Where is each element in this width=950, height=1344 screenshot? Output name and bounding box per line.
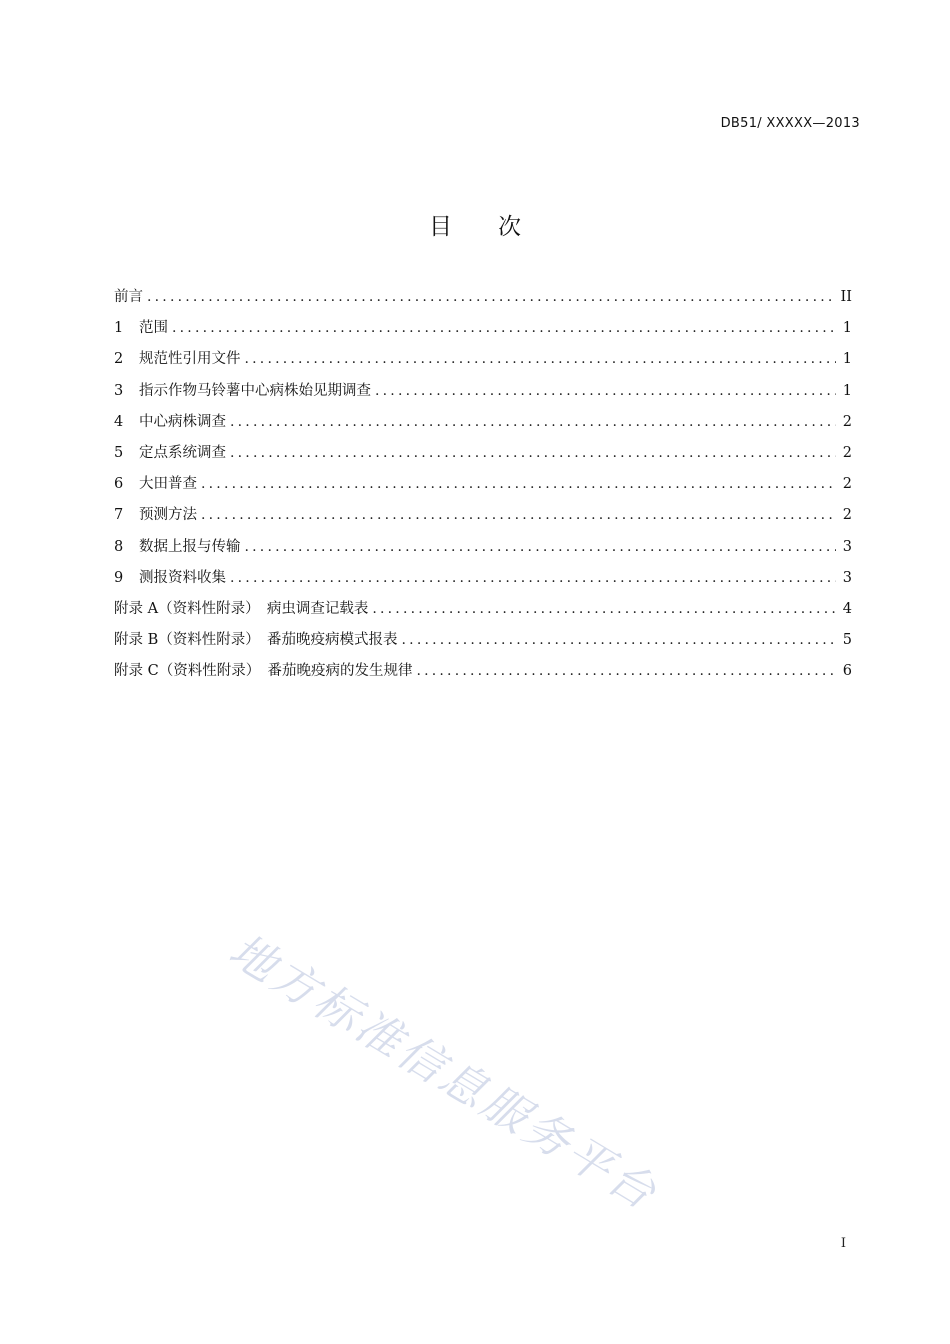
toc-entry-7[interactable] [114,504,852,535]
toc-entry-number: 1 [114,320,124,337]
toc-entry-2[interactable] [114,348,852,379]
toc-entry-3[interactable] [114,380,852,411]
toc-entry-9[interactable] [114,567,852,598]
toc-leader-dots [230,411,836,433]
toc-entry-number: 7 [114,507,124,524]
toc-entry-page: 2 [842,413,852,430]
toc-entry-number: 9 [114,569,124,586]
toc-entry-8[interactable] [114,536,852,567]
toc-entry-appendix-a[interactable] [114,598,852,629]
toc-entry-label: 规范性引用文件 [139,351,241,368]
toc-leader-dots [147,286,835,308]
toc-entry-number: 8 [114,538,124,555]
toc-entry-4[interactable] [114,411,852,442]
toc-leader-dots [402,629,836,651]
toc-leader-dots [245,348,837,370]
toc-leader-dots [172,317,836,339]
toc-entry-number: 2 [114,351,124,368]
toc-entry-appendix-c[interactable] [114,660,852,691]
toc-entry-label: 附录 C（资料性附录） 番茄晚疫病的发生规律 [114,663,413,680]
toc-entry-label: 中心病株调查 [139,413,226,430]
toc-leader-dots [416,660,836,682]
toc-entry-preface[interactable] [114,286,852,317]
toc-entry-page: 4 [842,600,852,617]
toc-leader-dots [245,536,837,558]
toc-leader-dots [201,504,836,526]
toc-entry-6[interactable] [114,473,852,504]
toc-entry-page: II [840,289,852,305]
toc-entry-page: 1 [842,351,852,368]
toc-leader-dots [230,442,836,464]
toc-list [114,286,852,691]
document-code: DB51/ XXXXX—2013 [720,116,860,131]
toc-entry-page: 2 [842,444,852,461]
toc-entry-page: 2 [842,507,852,524]
toc-entry-number: 6 [114,476,124,493]
toc-leader-dots [230,567,836,589]
toc-entry-page: 3 [842,569,852,586]
toc-leader-dots [372,598,836,620]
toc-entry-number: 3 [114,382,124,399]
toc-entry-label: 预测方法 [139,507,197,524]
toc-entry-page: 5 [842,632,852,649]
toc-leader-dots [201,473,836,495]
watermark: 地方标准信息服务平台 [220,923,668,1222]
toc-entry-page: 3 [842,538,852,555]
toc-entry-label: 定点系统调查 [139,444,226,461]
page-number: I [840,1236,846,1251]
toc-entry-appendix-b[interactable] [114,629,852,660]
toc-entry-number: 5 [114,444,124,461]
toc-entry-label: 前言 [114,289,143,305]
toc-entry-label: 指示作物马铃薯中心病株始见期调查 [139,382,371,399]
toc-entry-label: 数据上报与传输 [139,538,241,555]
toc-title: 目 次 [429,214,521,240]
toc-entry-label: 大田普查 [139,476,197,493]
toc-entry-label: 附录 A（资料性附录） 病虫调查记载表 [114,600,369,617]
toc-leader-dots [375,380,836,402]
toc-entry-label: 范围 [139,320,168,337]
toc-entry-label: 附录 B（资料性附录） 番茄晚疫病模式报表 [114,632,398,649]
toc-entry-page: 1 [842,382,852,399]
toc-entry-1[interactable] [114,317,852,348]
toc-entry-page: 1 [842,320,852,337]
toc-entry-page: 6 [842,663,852,680]
toc-entry-number: 4 [114,413,124,430]
toc-entry-page: 2 [842,476,852,493]
toc-entry-5[interactable] [114,442,852,473]
toc-entry-label: 测报资料收集 [139,569,226,586]
